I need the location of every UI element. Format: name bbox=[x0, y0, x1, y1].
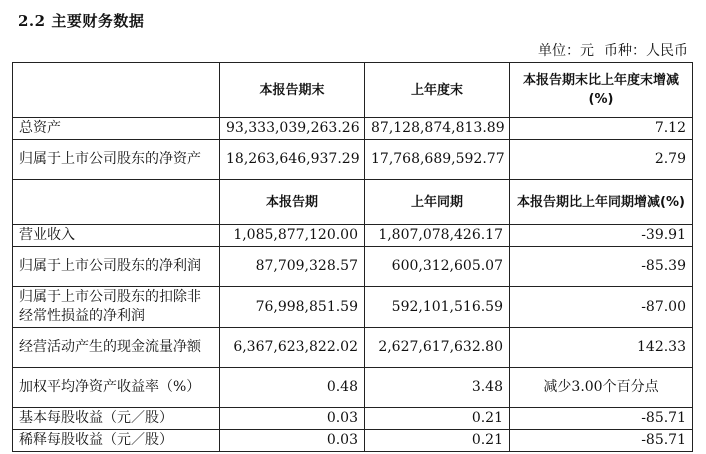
previous-value: 87,128,874,813.89 bbox=[365, 118, 510, 140]
change-value: 2.79 bbox=[510, 140, 693, 180]
table-row bbox=[13, 140, 693, 180]
current-value: 93,333,039,263.26 bbox=[220, 118, 365, 140]
row-label: 基本每股收益（元／股） bbox=[13, 408, 220, 430]
header-cell bbox=[13, 63, 220, 118]
table-row bbox=[13, 225, 693, 247]
table-row bbox=[13, 430, 693, 452]
change-value: -85.71 bbox=[510, 430, 693, 452]
change-value: -85.71 bbox=[510, 408, 693, 430]
row-label: 归属于上市公司股东的净利润 bbox=[13, 247, 220, 287]
table-row bbox=[13, 247, 693, 287]
unit-line bbox=[538, 40, 688, 60]
header-cell: 本报告期末 bbox=[220, 63, 365, 118]
section-title: 2.2 主要财务数据 bbox=[18, 12, 145, 30]
header-cell: 本报告期末比上年度末增减(%) bbox=[510, 63, 693, 118]
previous-value: 17,768,689,592.77 bbox=[365, 140, 510, 180]
table-row bbox=[13, 287, 693, 328]
header-cell bbox=[13, 180, 220, 225]
current-value: 87,709,328.57 bbox=[220, 247, 365, 287]
previous-value: 0.21 bbox=[365, 430, 510, 452]
row-label: 总资产 bbox=[13, 118, 220, 140]
row-label: 经营活动产生的现金流量净额 bbox=[13, 328, 220, 368]
financial-data-table bbox=[12, 62, 693, 452]
change-value: -85.39 bbox=[510, 247, 693, 287]
header-cell: 上年同期 bbox=[365, 180, 510, 225]
previous-value: 2,627,617,632.80 bbox=[365, 328, 510, 368]
change-value: 减少3.00个百分点 bbox=[510, 368, 693, 408]
table-row bbox=[13, 118, 693, 140]
current-value: 0.03 bbox=[220, 408, 365, 430]
row-label: 稀释每股收益（元／股） bbox=[13, 430, 220, 452]
unit-label: 单位：元 bbox=[538, 43, 594, 59]
current-value: 0.48 bbox=[220, 368, 365, 408]
current-value: 18,263,646,937.29 bbox=[220, 140, 365, 180]
row-label: 归属于上市公司股东的扣除非经常性损益的净利润 bbox=[13, 287, 220, 328]
change-value: -39.91 bbox=[510, 225, 693, 247]
previous-value: 592,101,516.59 bbox=[365, 287, 510, 328]
previous-value: 1,807,078,426.17 bbox=[365, 225, 510, 247]
row-label: 加权平均净资产收益率（%） bbox=[13, 368, 220, 408]
previous-value: 3.48 bbox=[365, 368, 510, 408]
table-header-row bbox=[13, 63, 693, 118]
previous-value: 0.21 bbox=[365, 408, 510, 430]
header-cell: 上年度末 bbox=[365, 63, 510, 118]
change-value: 142.33 bbox=[510, 328, 693, 368]
header-cell: 本报告期比上年同期增减(%) bbox=[510, 180, 693, 225]
row-label: 营业收入 bbox=[13, 225, 220, 247]
table-row bbox=[13, 368, 693, 408]
table-header-row bbox=[13, 180, 693, 225]
current-value: 6,367,623,822.02 bbox=[220, 328, 365, 368]
current-value: 76,998,851.59 bbox=[220, 287, 365, 328]
table-row bbox=[13, 408, 693, 430]
previous-value: 600,312,605.07 bbox=[365, 247, 510, 287]
current-value: 1,085,877,120.00 bbox=[220, 225, 365, 247]
change-value: 7.12 bbox=[510, 118, 693, 140]
change-value: -87.00 bbox=[510, 287, 693, 328]
currency-label: 币种：人民币 bbox=[604, 43, 688, 59]
header-cell: 本报告期 bbox=[220, 180, 365, 225]
row-label: 归属于上市公司股东的净资产 bbox=[13, 140, 220, 180]
table-row bbox=[13, 328, 693, 368]
current-value: 0.03 bbox=[220, 430, 365, 452]
